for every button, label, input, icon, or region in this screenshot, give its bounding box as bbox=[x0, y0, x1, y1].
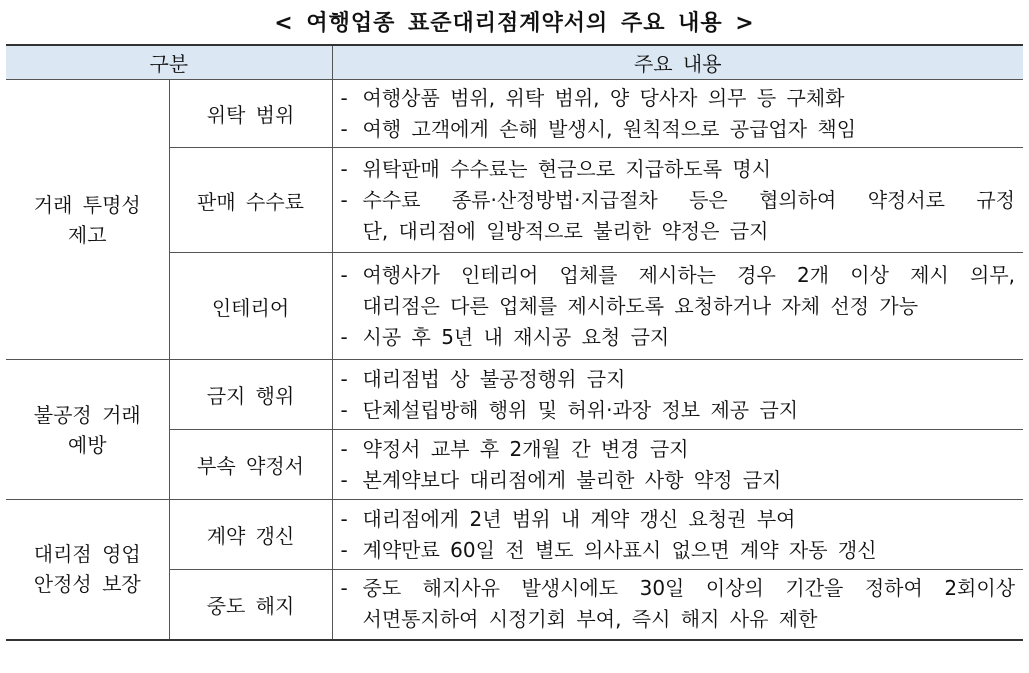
bullet-dash: - bbox=[340, 262, 348, 287]
list-item-text: 위탁판매 수수료는 현금으로 지급하도록 명시 bbox=[362, 156, 772, 181]
bullet-dash: - bbox=[340, 156, 348, 181]
document-title: < 여행업종 표준대리점계약서의 주요 내용 > bbox=[274, 11, 755, 36]
bullet-indent bbox=[341, 604, 363, 635]
subcategory-cell: 중도 해지 bbox=[169, 570, 332, 640]
category-label-line: 예방 bbox=[67, 432, 107, 457]
list-item-continuation bbox=[341, 291, 1016, 322]
content-cell bbox=[332, 500, 1023, 570]
content-cell bbox=[332, 148, 1023, 253]
list-item-text: 대리점법 상 불공정행위 금지 bbox=[362, 366, 626, 391]
list-item bbox=[341, 260, 1016, 291]
bullet-indent bbox=[341, 216, 363, 247]
category-label-line: 안정성 보장 bbox=[33, 572, 141, 597]
list-item bbox=[341, 185, 1016, 216]
bullet-dash: - bbox=[340, 366, 348, 391]
list-item-text: 여행 고객에게 손해 발생시, 원칙적으로 공급업자 책임 bbox=[362, 116, 857, 141]
list-item bbox=[341, 114, 1016, 145]
list-item-text: 여행사가 인테리어 업체를 제시하는 경우 2개 이상 제시 의무, bbox=[362, 262, 1016, 287]
list-item-text: 계약만료 60일 전 별도 의사표시 없으면 계약 자동 갱신 bbox=[362, 537, 877, 562]
contract-summary-table bbox=[6, 44, 1023, 641]
content-cell bbox=[332, 253, 1023, 360]
list-item-text: 수수료 종류·산정방법·지급절차 등은 협의하여 약정서로 규정 bbox=[362, 187, 1016, 212]
header-category: 구분 bbox=[6, 45, 332, 80]
category-label-line: 불공정 거래 bbox=[33, 402, 141, 427]
bullet-dash: - bbox=[340, 324, 348, 349]
subcategory-cell: 인테리어 bbox=[169, 253, 332, 360]
list-item bbox=[341, 83, 1016, 114]
list-item-text: 대리점은 다른 업체를 제시하도록 요청하거나 자체 선정 가능 bbox=[362, 293, 919, 318]
list-item-text: 중도 해지사유 발생시에도 30일 이상의 기간을 정하여 2회이상 bbox=[362, 576, 1016, 601]
subcategory-cell: 위탁 범위 bbox=[169, 80, 332, 148]
bullet-dash: - bbox=[340, 85, 348, 110]
table-body bbox=[6, 80, 1023, 640]
bullet-dash: - bbox=[340, 187, 348, 212]
list-item bbox=[341, 465, 1016, 496]
content-cell bbox=[332, 360, 1023, 430]
category-cell bbox=[6, 360, 169, 500]
category-label-line: 제고 bbox=[67, 222, 107, 247]
category-cell bbox=[6, 80, 169, 360]
list-item bbox=[341, 364, 1016, 395]
table-row bbox=[6, 500, 1023, 570]
subcategory-cell: 부속 약정서 bbox=[169, 430, 332, 500]
list-item bbox=[341, 504, 1016, 535]
content-cell bbox=[332, 570, 1023, 640]
bullet-dash: - bbox=[340, 436, 348, 461]
list-item bbox=[341, 154, 1016, 185]
table-header-row bbox=[6, 45, 1023, 80]
list-item-continuation bbox=[341, 604, 1016, 635]
table-row bbox=[6, 360, 1023, 430]
bullet-dash: - bbox=[340, 506, 348, 531]
category-label-line: 대리점 영업 bbox=[33, 542, 141, 567]
content-cell bbox=[332, 80, 1023, 148]
category-label-line: 거래 투명성 bbox=[33, 192, 141, 217]
list-item-text: 여행상품 범위, 위탁 범위, 양 당사자 의무 등 구체화 bbox=[362, 85, 845, 110]
list-item bbox=[341, 322, 1016, 353]
bullet-dash: - bbox=[340, 116, 348, 141]
content-cell bbox=[332, 430, 1023, 500]
list-item-text: 시공 후 5년 내 재시공 요청 금지 bbox=[362, 324, 670, 349]
list-item bbox=[341, 573, 1016, 604]
table-row bbox=[6, 80, 1023, 148]
list-item-text: 서면통지하여 시정기회 부여, 즉시 해지 사유 제한 bbox=[362, 607, 818, 632]
list-item bbox=[341, 395, 1016, 426]
bullet-dash: - bbox=[340, 467, 348, 492]
list-item bbox=[341, 535, 1016, 566]
list-item-text: 대리점에게 2년 범위 내 계약 갱신 요청권 부여 bbox=[362, 506, 796, 531]
subcategory-cell: 금지 행위 bbox=[169, 360, 332, 430]
category-cell bbox=[6, 500, 169, 640]
list-item-text: 본계약보다 대리점에게 불리한 사항 약정 금지 bbox=[362, 467, 782, 492]
bullet-dash: - bbox=[340, 576, 348, 601]
subcategory-cell: 계약 갱신 bbox=[169, 500, 332, 570]
header-content: 주요 내용 bbox=[332, 45, 1023, 80]
list-item-text: 약정서 교부 후 2개월 간 변경 금지 bbox=[362, 436, 689, 461]
list-item-text: 단, 대리점에 일방적으로 불리한 약정은 금지 bbox=[362, 218, 769, 243]
bullet-indent bbox=[341, 291, 363, 322]
subcategory-cell: 판매 수수료 bbox=[169, 148, 332, 253]
list-item-continuation bbox=[341, 216, 1016, 247]
bullet-dash: - bbox=[340, 537, 348, 562]
list-item bbox=[341, 434, 1016, 465]
list-item-text: 단체설립방해 행위 및 허위·과장 정보 제공 금지 bbox=[362, 397, 799, 422]
bullet-dash: - bbox=[340, 397, 348, 422]
